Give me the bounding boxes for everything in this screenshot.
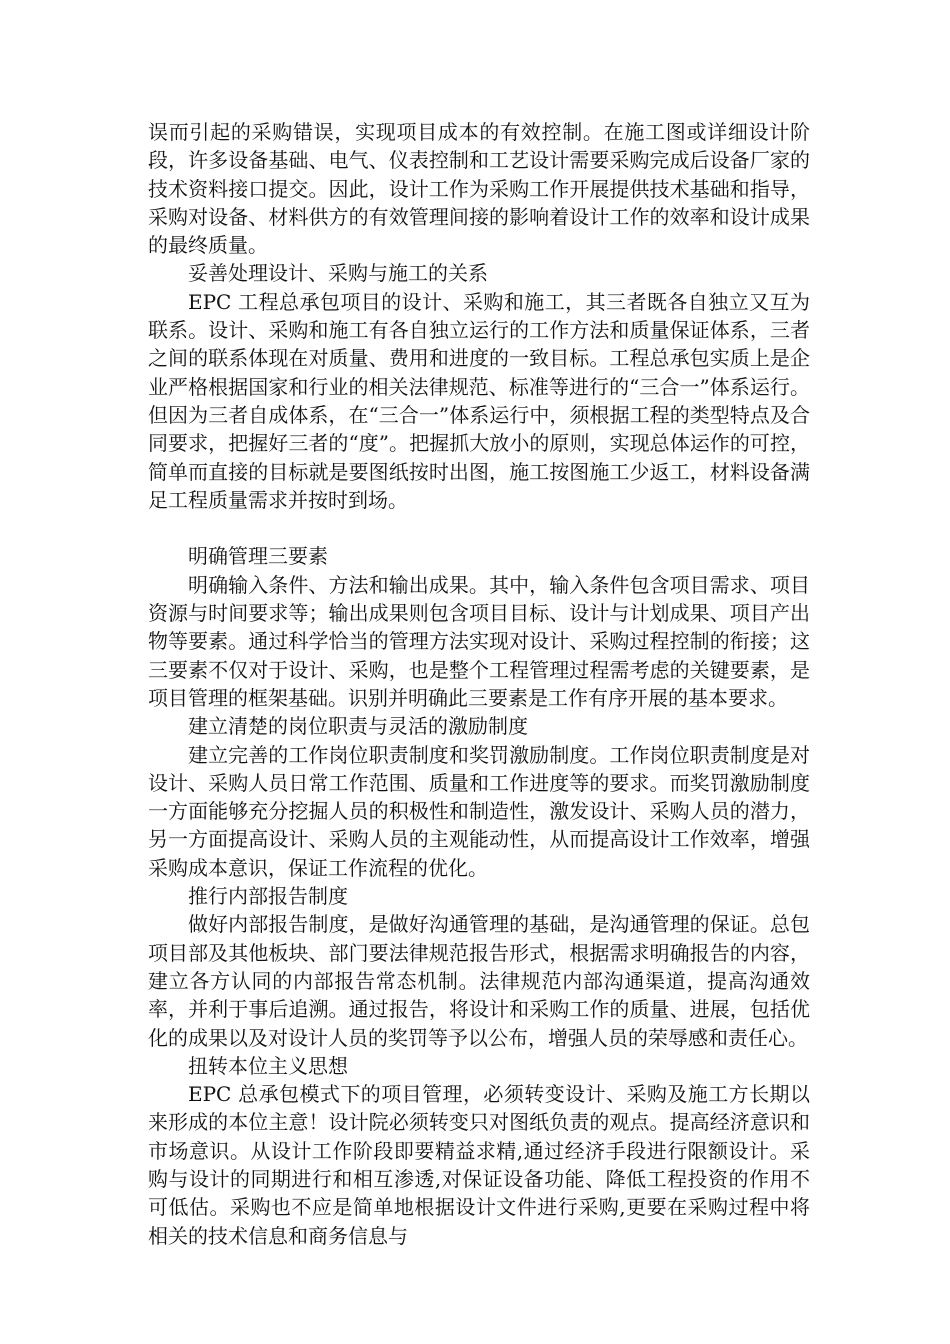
paragraph-departmentalism: EPC 总承包模式下的项目管理，必须转变设计、采购及施工方长期以来形成的本位主意！设计院必须转变只对图纸负责的观点。提高经济意识和市场意识。从设计工作阶段即要精益求精,通过经济手段进行限额设计。采购与设计的同期进行和相互渗透,对保证设备功能、降低工程投资的作用不可低估。采购也不应是简单地根据设计文件进行采购,更要在采购过程中将相关的技术信息和商务信息与 xyxy=(148,1082,810,1248)
paragraph-responsibility-incentive: 建立完善的工作岗位职责制度和奖罚激励制度。工作岗位职责制度是对设计、采购人员日常工作范围、质量和工作进度等的要求。而奖罚激励制度一方面能够充分挖掘人员的积极性和制造性，激发设计、采购人员的潜力，另一方面提高设计、采购人员的主观能动性，从而提高设计工作效率，增强采购成本意识，保证工作流程的优化。 xyxy=(148,742,810,880)
paragraph-epc-relationship: EPC 工程总承包项目的设计、采购和施工，其三者既各自独立又互为联系。设计、采购和施工有各自独立运行的工作方法和质量保证体系，三者之间的联系体现在对质量、费用和进度的一致目标。工程总承包实质上是企业严格根据国家和行业的相关法律规范、标准等进行的“三合一”体系运行。但因为三者自成体系，在“三合一”体系运行中，须根据工程的类型特点及合同要求，把握好三者的“度”。把握抓大放小的原则，实现总体运作的可控，简单而直接的目标就是要图纸按时出图，施工按图施工少返工，材料设备满足工程质量需求并按时到场。 xyxy=(148,289,810,512)
heading-internal-reporting: 推行内部报告制度 xyxy=(188,884,348,909)
document-page xyxy=(148,118,810,1250)
heading-responsibility-incentive: 建立清楚的岗位职责与灵活的激励制度 xyxy=(188,714,528,739)
paragraph-three-management-elements: 明确输入条件、方法和输出成果。其中，输入条件包含项目需求、项目资源与时间要求等；输出成果则包含项目目标、设计与计划成果、项目产出物等要素。通过科学恰当的管理方法实现对设计、采购过程控制的衔接；这三要素不仅对于设计、采购，也是整个工程管理过程需考虑的关键要素，是项目管理的框架基础。识别并明确此三要素是工作有序开展的基本要求。 xyxy=(148,572,810,710)
blank-line xyxy=(148,514,810,542)
paragraph-internal-reporting: 做好内部报告制度，是做好沟通管理的基础，是沟通管理的保证。总包项目部及其他板块、部门要法律规范报告形式，根据需求明确报告的内容，建立各方认同的内部报告常态机制。法律规范内部沟通渠道，提高沟通效率，并利于事后追溯。通过报告，将设计和采购工作的质量、进展，包括优化的成果以及对设计人员的奖罚等予以公布，增强人员的荣辱感和责任心。 xyxy=(148,912,810,1050)
heading-departmentalism: 扭转本位主义思想 xyxy=(188,1053,348,1078)
heading-three-management-elements: 明确管理三要素 xyxy=(188,544,328,569)
paragraph-design-procurement-continued: 误而引起的采购错误，实现项目成本的有效控制。在施工图或详细设计阶段，许多设备基础、电气、仪表控制和工艺设计需要采购完成后设备厂家的技术资料接口提交。因此，设计工作为采购工作开展提供技术基础和指导，采购对设备、材料供方的有效管理间接的影响着设计工作的效率和设计成果的最终质量。 xyxy=(148,120,810,258)
heading-coordinate-design-procurement-construction: 妥善处理设计、采购与施工的关系 xyxy=(188,261,488,286)
